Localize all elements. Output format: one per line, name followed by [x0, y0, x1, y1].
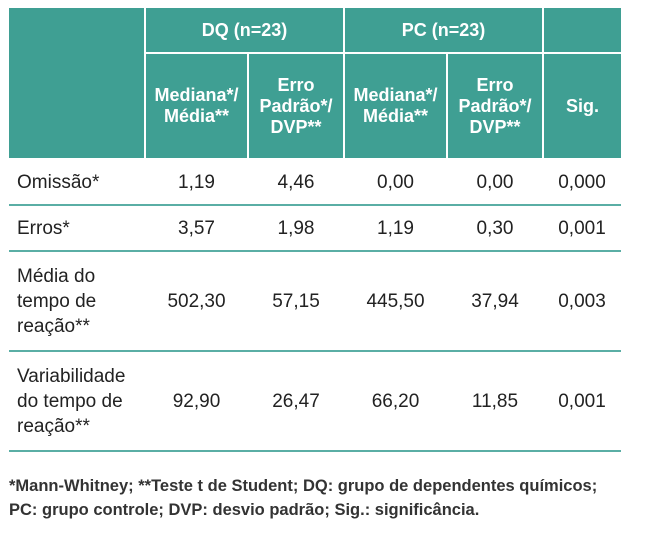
cell-dq-error: 1,98: [248, 205, 344, 251]
row-label: Erros*: [9, 205, 145, 251]
header-dq-error: Erro Padrão*/ DVP**: [248, 53, 344, 159]
cell-pc-median: 66,20: [344, 351, 447, 451]
table-row-media-tempo: [9, 251, 621, 351]
header-dq-median: Mediana*/ Média**: [145, 53, 248, 159]
row-label: Variabilidade do tempo de reação**: [9, 351, 145, 451]
cell-dq-error: 4,46: [248, 159, 344, 205]
cell-pc-error: 11,85: [447, 351, 543, 451]
cell-dq-error: 57,15: [248, 251, 344, 351]
cell-pc-median: 1,19: [344, 205, 447, 251]
row-label: Média do tempo de reação**: [9, 251, 145, 351]
header-sig-top-cell: [543, 8, 621, 53]
table-body: [9, 159, 621, 451]
cell-dq-median: 1,19: [145, 159, 248, 205]
table-row-omissao: [9, 159, 621, 205]
cell-dq-error: 26,47: [248, 351, 344, 451]
header-sig: Sig.: [543, 53, 621, 159]
group-header-dq: DQ (n=23): [145, 8, 344, 53]
results-table: [9, 8, 621, 452]
cell-dq-median: 3,57: [145, 205, 248, 251]
cell-pc-median: 0,00: [344, 159, 447, 205]
table-footnote: *Mann-Whitney; **Teste t de Student; DQ: grupo de dependentes químicos; PC: grupo controle; DVP: desvio padrão; Sig.: significância.: [9, 477, 598, 519]
results-table-container: [9, 8, 621, 452]
cell-sig: 0,000: [543, 159, 621, 205]
cell-sig: 0,003: [543, 251, 621, 351]
header-pc-median: Mediana*/ Média**: [344, 53, 447, 159]
table-row-variabilidade: [9, 351, 621, 451]
table-header: [9, 8, 621, 159]
cell-pc-error: 0,30: [447, 205, 543, 251]
table-row-erros: [9, 205, 621, 251]
header-corner-cell: [9, 8, 145, 159]
cell-dq-median: 92,90: [145, 351, 248, 451]
cell-sig: 0,001: [543, 205, 621, 251]
row-label: Omissão*: [9, 159, 145, 205]
cell-pc-error: 0,00: [447, 159, 543, 205]
cell-sig: 0,001: [543, 351, 621, 451]
cell-pc-error: 37,94: [447, 251, 543, 351]
header-pc-error: Erro Padrão*/ DVP**: [447, 53, 543, 159]
cell-pc-median: 445,50: [344, 251, 447, 351]
group-header-pc: PC (n=23): [344, 8, 543, 53]
cell-dq-median: 502,30: [145, 251, 248, 351]
